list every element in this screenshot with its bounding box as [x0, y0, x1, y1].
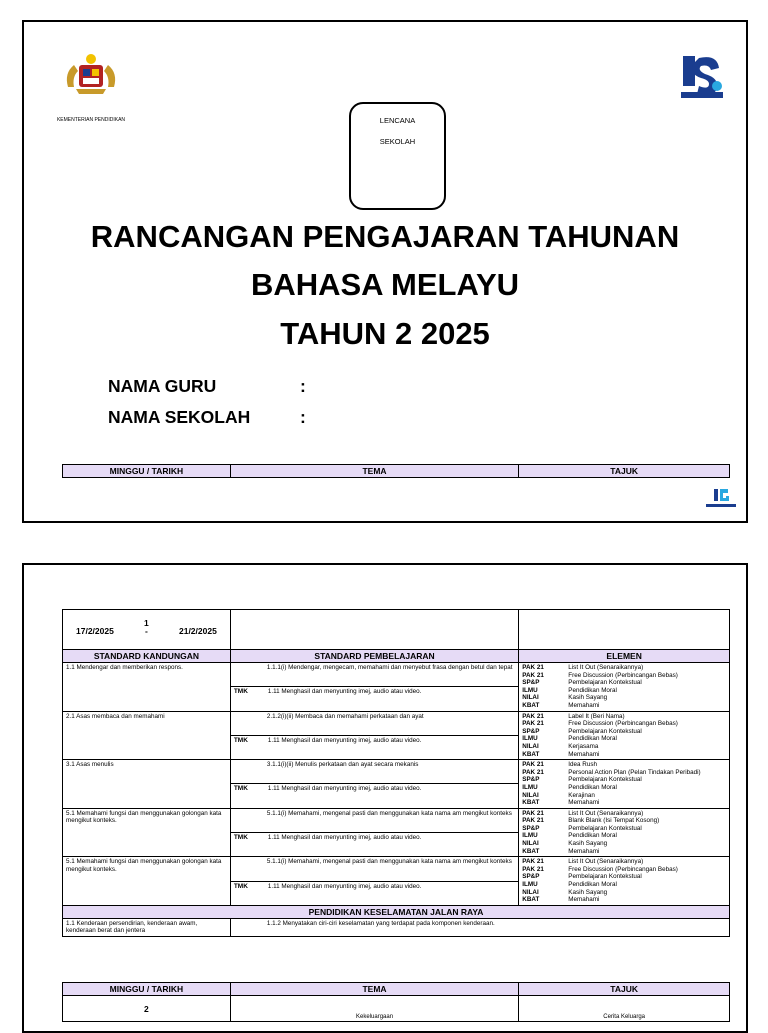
elemen-value: Memahami	[568, 847, 600, 855]
tmk-label: TMK	[233, 882, 248, 890]
week-2-row	[63, 996, 730, 1022]
badge-line-2: SEKOLAH	[379, 137, 416, 146]
pkjr-title: PENDIDIKAN KESELAMATAN JALAN RAYA	[63, 905, 730, 918]
elemen-item	[522, 896, 726, 904]
elemen-value: List It Out (Senaraikannya)	[568, 809, 644, 817]
tmk-label: TMK	[233, 833, 248, 841]
tmk-cell	[230, 881, 518, 905]
elemen-value: Pembelajaran Kontekstual	[568, 776, 642, 784]
school-program-logo	[679, 52, 725, 100]
tmk-label: TMK	[233, 688, 248, 696]
header-theme: TEMA	[230, 465, 519, 478]
cover-header-row	[62, 464, 730, 478]
elemen-key: SP&P	[522, 679, 540, 687]
title-line-3: TAHUN 2 2025	[280, 316, 490, 351]
elemen-item	[522, 672, 726, 680]
elemen-value: Kasih Sayang	[568, 888, 608, 896]
elemen-value: Pendidikan Moral	[568, 783, 617, 791]
week-1-column-header	[63, 650, 730, 663]
elemen-value: Memahami	[568, 750, 600, 758]
standard-pembelajaran-cell: 1.1.1(i) Mendengar, mengecam, memahami dan menyebut frasa dengan betul dan tepat	[230, 663, 518, 687]
elemen-item	[522, 784, 726, 792]
week-1-date-row	[63, 610, 730, 650]
elemen-value: Pembelajaran Kontekstual	[568, 873, 642, 881]
week-1-date-cell	[63, 610, 231, 650]
elemen-key: ILMU	[522, 783, 538, 791]
content-row	[63, 711, 730, 735]
elemen-key: NILAI	[522, 888, 539, 896]
elemen-key: ILMU	[522, 686, 538, 694]
elemen-item	[522, 825, 726, 833]
crest-icon	[36, 47, 146, 99]
standard-pembelajaran-cell: 3.1.1(i)(ii) Menulis perkataan dan ayat secara mekanis	[230, 760, 518, 784]
teacher-name-label: NAMA GURU	[108, 376, 217, 396]
tmk-cell	[230, 687, 518, 711]
ig-logo-icon	[704, 487, 738, 511]
badge-line-1: LENCANA	[379, 116, 416, 125]
elemen-item	[522, 720, 726, 728]
content-row	[63, 857, 730, 881]
content-row	[63, 808, 730, 832]
elemen-item	[522, 735, 726, 743]
elemen-value: Blank Blank (Isi Tempat Kosong)	[568, 817, 660, 825]
elemen-key: SP&P	[522, 727, 540, 735]
elemen-cell	[519, 808, 730, 857]
elemen-key: KBAT	[522, 847, 540, 855]
elemen-item	[522, 664, 726, 672]
elemen-value: Free Discussion (Perbincangan Bebas)	[568, 671, 678, 679]
elemen-key: PAK 21	[522, 712, 544, 720]
elemen-value: Pembelajaran Kontekstual	[568, 824, 642, 832]
elemen-key: SP&P	[522, 776, 540, 784]
tmk-label: TMK	[233, 785, 248, 793]
elemen-value: Kasih Sayang	[568, 694, 608, 702]
elemen-value: Kasih Sayang	[568, 840, 608, 848]
elemen-item	[522, 728, 726, 736]
school-name-colon: :	[300, 407, 306, 427]
standard-kandungan-cell: 5.1 Memahami fungsi dan menggunakan golongan kata mengikut konteks.	[63, 808, 231, 857]
elemen-item	[522, 889, 726, 897]
elemen-key: PAK 21	[522, 761, 544, 769]
elemen-key: PAK 21	[522, 768, 544, 776]
elemen-item	[522, 810, 726, 818]
week-2-header-week-date: MINGGU / TARIKH	[63, 983, 231, 996]
week-2-table	[62, 982, 730, 1022]
elemen-key: SP&P	[522, 873, 540, 881]
elemen-key: KBAT	[522, 896, 540, 904]
week-1-date-end: 21/2/2025	[178, 625, 217, 636]
week-2-header-theme: TEMA	[230, 983, 519, 996]
pkjr-sk: 1.1 Kenderaan persendirian, kenderaan awam, kenderaan berat dan jentera	[63, 918, 231, 936]
week-2-header-row	[63, 983, 730, 996]
publisher-logo	[704, 487, 738, 511]
elemen-key: PAK 21	[522, 865, 544, 873]
elemen-value: Memahami	[568, 896, 600, 904]
week-2-header-topic: TAJUK	[519, 983, 730, 996]
teacher-name-colon: :	[300, 376, 306, 396]
elemen-value: Memahami	[568, 701, 600, 709]
elemen-value: Pembelajaran Kontekstual	[568, 679, 642, 687]
tmk-cell	[230, 735, 518, 759]
elemen-key: ILMU	[522, 735, 538, 743]
week-2-theme: Kekeluargaan	[230, 996, 519, 1022]
pkjr-row	[63, 918, 730, 936]
title-line-1: RANCANGAN PENGAJARAN TAHUNAN	[90, 219, 680, 254]
elemen-key: KBAT	[522, 701, 540, 709]
tmk-text: 1.11 Menghasil dan menyunting imej, audio atau video.	[267, 785, 422, 793]
ministry-label: KEMENTERIAN PENDIDIKAN	[56, 117, 126, 123]
elemen-value: Pendidikan Moral	[568, 735, 617, 743]
elemen-item	[522, 694, 726, 702]
elemen-value: Pendidikan Moral	[568, 881, 617, 889]
elemen-item	[522, 713, 726, 721]
week-1-topic-cell	[519, 610, 730, 650]
elemen-value: Pendidikan Moral	[568, 832, 617, 840]
header-topic: TAJUK	[519, 465, 730, 478]
ministry-crest-logo	[36, 47, 146, 123]
week-2-topic: Cerita Keluarga	[519, 996, 730, 1022]
elemen-cell	[519, 711, 730, 760]
standard-pembelajaran-cell: 5.1.1(i) Memahami, mengenal pasti dan menggunakan kata nama am mengikut konteks	[230, 857, 518, 881]
elemen-key: PAK 21	[522, 809, 544, 817]
school-name-label: NAMA SEKOLAH	[108, 407, 251, 427]
elemen-item	[522, 858, 726, 866]
elemen-item	[522, 881, 726, 889]
week-1-theme-cell	[230, 610, 518, 650]
elemen-item	[522, 792, 726, 800]
elemen-value: Idea Rush	[568, 761, 597, 769]
tmk-label: TMK	[233, 736, 248, 744]
elemen-key: KBAT	[522, 799, 540, 807]
elemen-value: Memahami	[568, 799, 600, 807]
standard-pembelajaran-cell: 2.1.2(i)(ii) Membaca dan memahami perkataan dan ayat	[230, 711, 518, 735]
tmk-text: 1.11 Menghasil dan menyunting imej, audio atau video.	[267, 882, 422, 890]
col-standard-kandungan: STANDARD KANDUNGAN	[63, 650, 231, 663]
elemen-value: Kerjasama	[568, 742, 599, 750]
standard-pembelajaran-cell: 5.1.1(i) Memahami, mengenal pasti dan menggunakan kata nama am mengikut konteks	[230, 808, 518, 832]
tmk-text: 1.11 Menghasil dan menyunting imej, audio atau video.	[267, 688, 422, 696]
elemen-item	[522, 751, 726, 759]
tmk-text: 1.11 Menghasil dan menyunting imej, audio atau video.	[267, 736, 422, 744]
pkjr-header-row	[63, 905, 730, 918]
elemen-item	[522, 743, 726, 751]
elemen-key: PAK 21	[522, 664, 544, 671]
elemen-cell	[519, 760, 730, 809]
elemen-key: PAK 21	[522, 817, 544, 825]
elemen-key: ILMU	[522, 832, 538, 840]
school-badge-placeholder	[349, 102, 446, 210]
elemen-item	[522, 769, 726, 777]
week-1-date-sep: -	[144, 625, 148, 636]
standard-kandungan-cell: 3.1 Asas menulis	[63, 760, 231, 809]
header-week-date: MINGGU / TARIKH	[63, 465, 231, 478]
elemen-key: NILAI	[522, 840, 539, 848]
elemen-item	[522, 776, 726, 784]
week-1-table	[62, 609, 730, 937]
elemen-key: SP&P	[522, 824, 540, 832]
elemen-value: Free Discussion (Perbincangan Bebas)	[568, 865, 678, 873]
standard-kandungan-cell: 1.1 Mendengar dan memberikan respons.	[63, 663, 231, 712]
elemen-item	[522, 848, 726, 856]
elemen-item	[522, 873, 726, 881]
standard-kandungan-cell: 5.1 Memahami fungsi dan menggunakan golongan kata mengikut konteks.	[63, 857, 231, 906]
week-1-number: 1	[144, 618, 149, 628]
elemen-item	[522, 799, 726, 807]
elemen-key: NILAI	[522, 694, 539, 702]
elemen-key: NILAI	[522, 791, 539, 799]
elemen-item	[522, 817, 726, 825]
elemen-item	[522, 832, 726, 840]
title-line-2: BAHASA MELAYU	[250, 267, 520, 302]
elemen-value: Kerajinan	[568, 791, 595, 799]
content-row	[63, 760, 730, 784]
week-2-number: 2	[63, 996, 231, 1022]
tmk-cell	[230, 784, 518, 808]
elemen-key: PAK 21	[522, 720, 544, 728]
elemen-item	[522, 702, 726, 710]
elemen-value: List It Out (Senaraikannya)	[568, 664, 644, 671]
elemen-item	[522, 687, 726, 695]
elemen-item	[522, 679, 726, 687]
elemen-value: List It Out (Senaraikannya)	[568, 858, 644, 866]
elemen-cell	[519, 857, 730, 906]
standard-kandungan-cell: 2.1 Asas membaca dan memahami	[63, 711, 231, 760]
elemen-key: KBAT	[522, 750, 540, 758]
elemen-value: Label It (Beri Nama)	[568, 712, 625, 720]
elemen-value: Pendidikan Moral	[568, 686, 617, 694]
pkjr-sp: 1.1.2 Menyatakan ciri-ciri keselamatan yang terdapat pada komponen kenderaan.	[230, 918, 729, 936]
elemen-cell	[519, 663, 730, 712]
elemen-item	[522, 840, 726, 848]
elemen-value: Pembelajaran Kontekstual	[568, 727, 642, 735]
week-1-date-start: 17/2/2025	[76, 625, 114, 636]
tmk-cell	[230, 832, 518, 856]
week-1-page	[22, 563, 748, 1033]
elemen-value: Personal Action Plan (Pelan Tindakan Peribadi)	[568, 768, 701, 776]
elemen-key: PAK 21	[522, 671, 544, 679]
elemen-value: Free Discussion (Perbincangan Bebas)	[568, 720, 678, 728]
elemen-key: NILAI	[522, 742, 539, 750]
col-elemen: ELEMEN	[519, 650, 730, 663]
elemen-key: PAK 21	[522, 858, 544, 866]
content-row	[63, 663, 730, 687]
col-standard-pembelajaran: STANDARD PEMBELAJARAN	[230, 650, 518, 663]
elemen-key: ILMU	[522, 881, 538, 889]
cover-page	[22, 20, 748, 523]
elemen-item	[522, 761, 726, 769]
is-logo-icon	[679, 52, 725, 100]
tmk-text: 1.11 Menghasil dan menyunting imej, audio atau video.	[267, 833, 422, 841]
elemen-item	[522, 866, 726, 874]
